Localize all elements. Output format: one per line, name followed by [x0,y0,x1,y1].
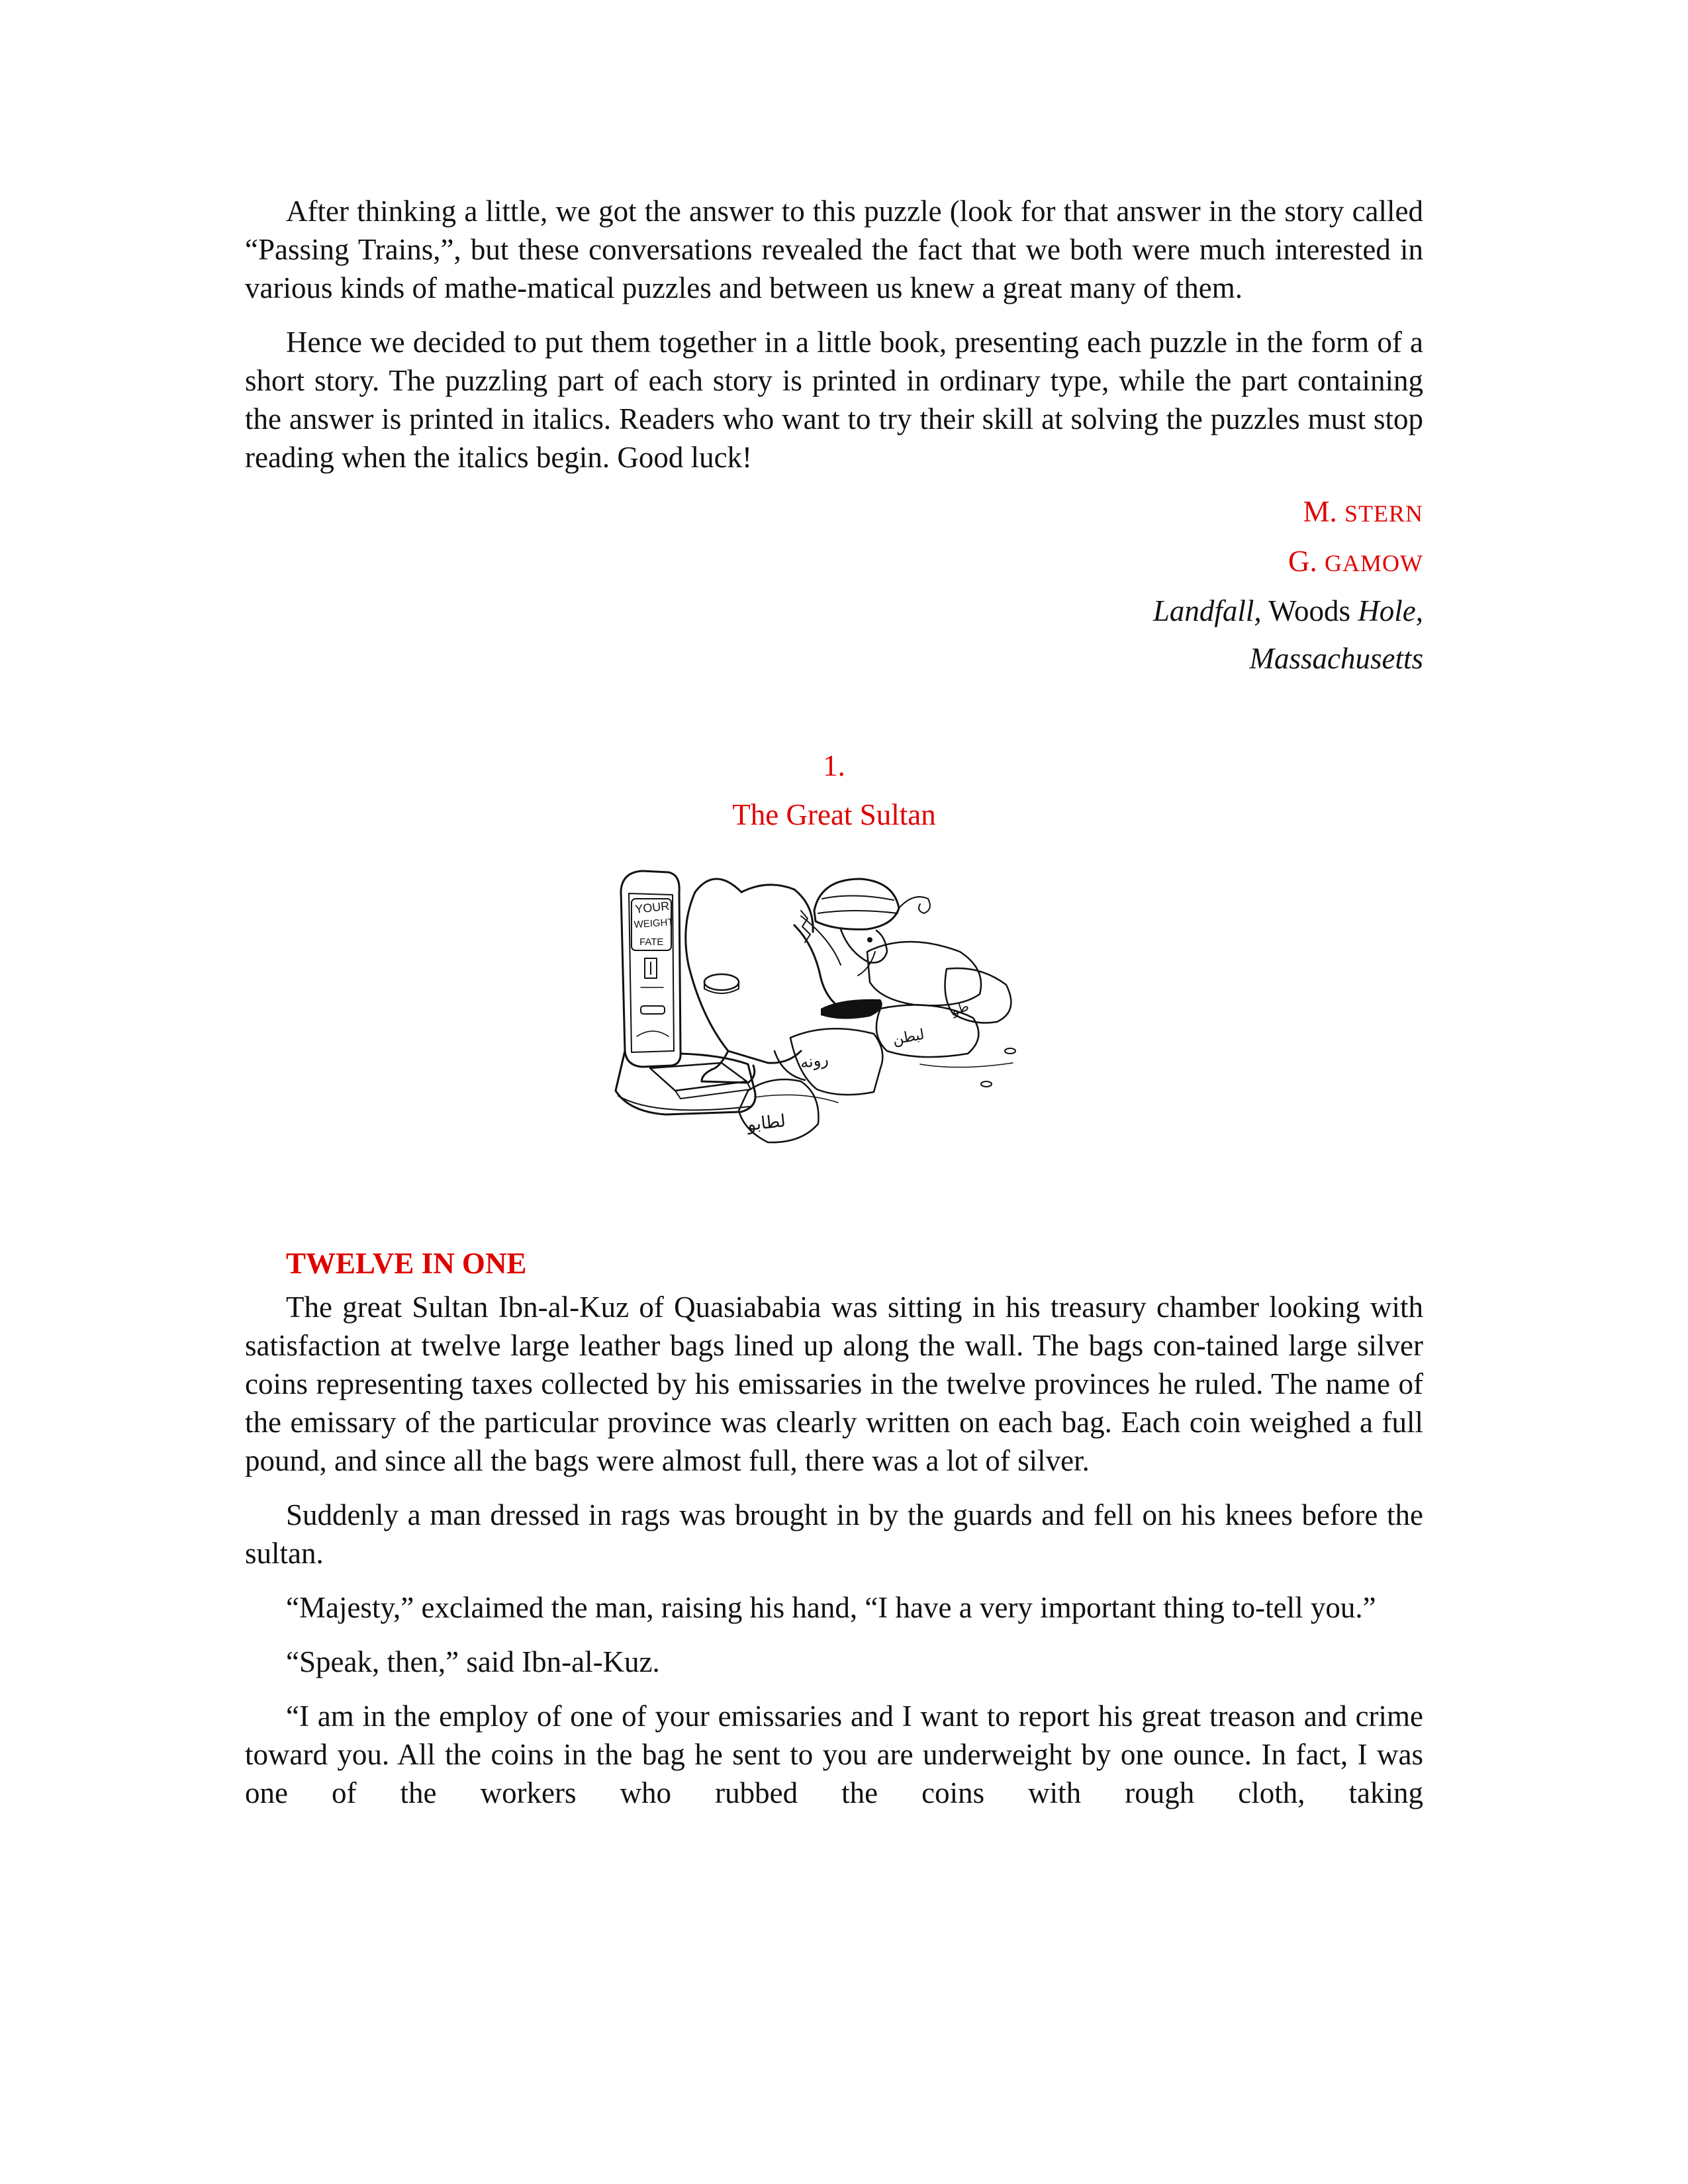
author-stern [245,492,1423,533]
svg-text:ﻟﻄﺎﺑﻮ: ﻟﻄﺎﺑﻮ [746,1111,787,1135]
svg-text:ﺭﻭﻧﻪ: ﺭﻭﻧﻪ [798,1050,830,1072]
place-state [245,639,1423,678]
story-paragraph-5: “I am in the employ of one of your emissaries and I want to report his great treason and crime toward you. All the coins in the bag he sent to you are underweight by one ounce. In fact, I was one of the workers who rubbed the coins with rough cloth, taking [245,1700,1423,1809]
svg-text:ﻟﺒﻄﻦ: ﻟﺒﻄﻦ [891,1026,926,1048]
author-gamow-surname: GAMOW [1325,550,1423,576]
svg-text:ﻃﻮ: ﻃﻮ [949,997,971,1019]
chapter-number: 1. [823,749,845,782]
scale-text-weight: WEIGHT [633,916,675,931]
story-paragraph-4: “Speak, then,” said Ibn-al-Kuz. [286,1645,660,1678]
place-hole: Hole, [1358,594,1423,627]
place-woods: Woods [1261,594,1358,627]
story-paragraph-3: “Majesty,” exclaimed the man, raising his hand, “I have a very important thing to-tell you.” [286,1591,1376,1624]
scale-text-fate: FATE [639,936,664,948]
intro-paragraph-1: After thinking a little, we got the answer to this puzzle (look for that answer in the story called “Passing Trains,”, but these conversations revealed the fact that we both were much interested in various kinds of mathe-matical puzzles and between us knew a great many of them. [245,195,1423,304]
intro-paragraph-2: Hence we decided to put them together in a little book, presenting each puzzle in the form of a short story. The puzzling part of each story is printed in ordinary type, while the part containing the answer is printed in italics. Readers who want to try their skill at solving the puzzles must stop reading when the italics begin. Good luck! [245,326,1423,474]
author-stern-initial: M. [1303,495,1337,528]
sultan-weighing-illustration [602,852,1066,1183]
story-paragraph-1: The great Sultan Ibn-al-Kuz of Quasiababia was sitting in his treasury chamber looking with satisfaction at twelve large leather bags lined up along the wall. The bags con-tained large silver coins representing taxes collected by his emissaries in the twelve provinces he ruled. The name of the emissary of the particular province was clearly written on each bag. Each coin weighed a full pound, and since all the bags were almost full, there was a lot of silver. [245,1291,1423,1477]
author-stern-surname: STERN [1344,500,1423,527]
author-gamow-initial: G. [1288,545,1317,578]
place-landfall: Landfall, [1152,594,1262,627]
page [245,192,1423,1828]
author-gamow [245,542,1423,582]
story-paragraph-2: Suddenly a man dressed in rags was brought in by the guards and fell on his knees before the sultan. [245,1498,1423,1570]
scale-text-your: YOUR [634,899,671,916]
section-heading: TWELVE IN ONE [286,1247,527,1280]
signature-block [245,492,1423,678]
chapter-title: The Great Sultan [732,798,936,831]
place-massachusetts: Massachusetts [1249,642,1423,675]
place-line [245,592,1423,630]
